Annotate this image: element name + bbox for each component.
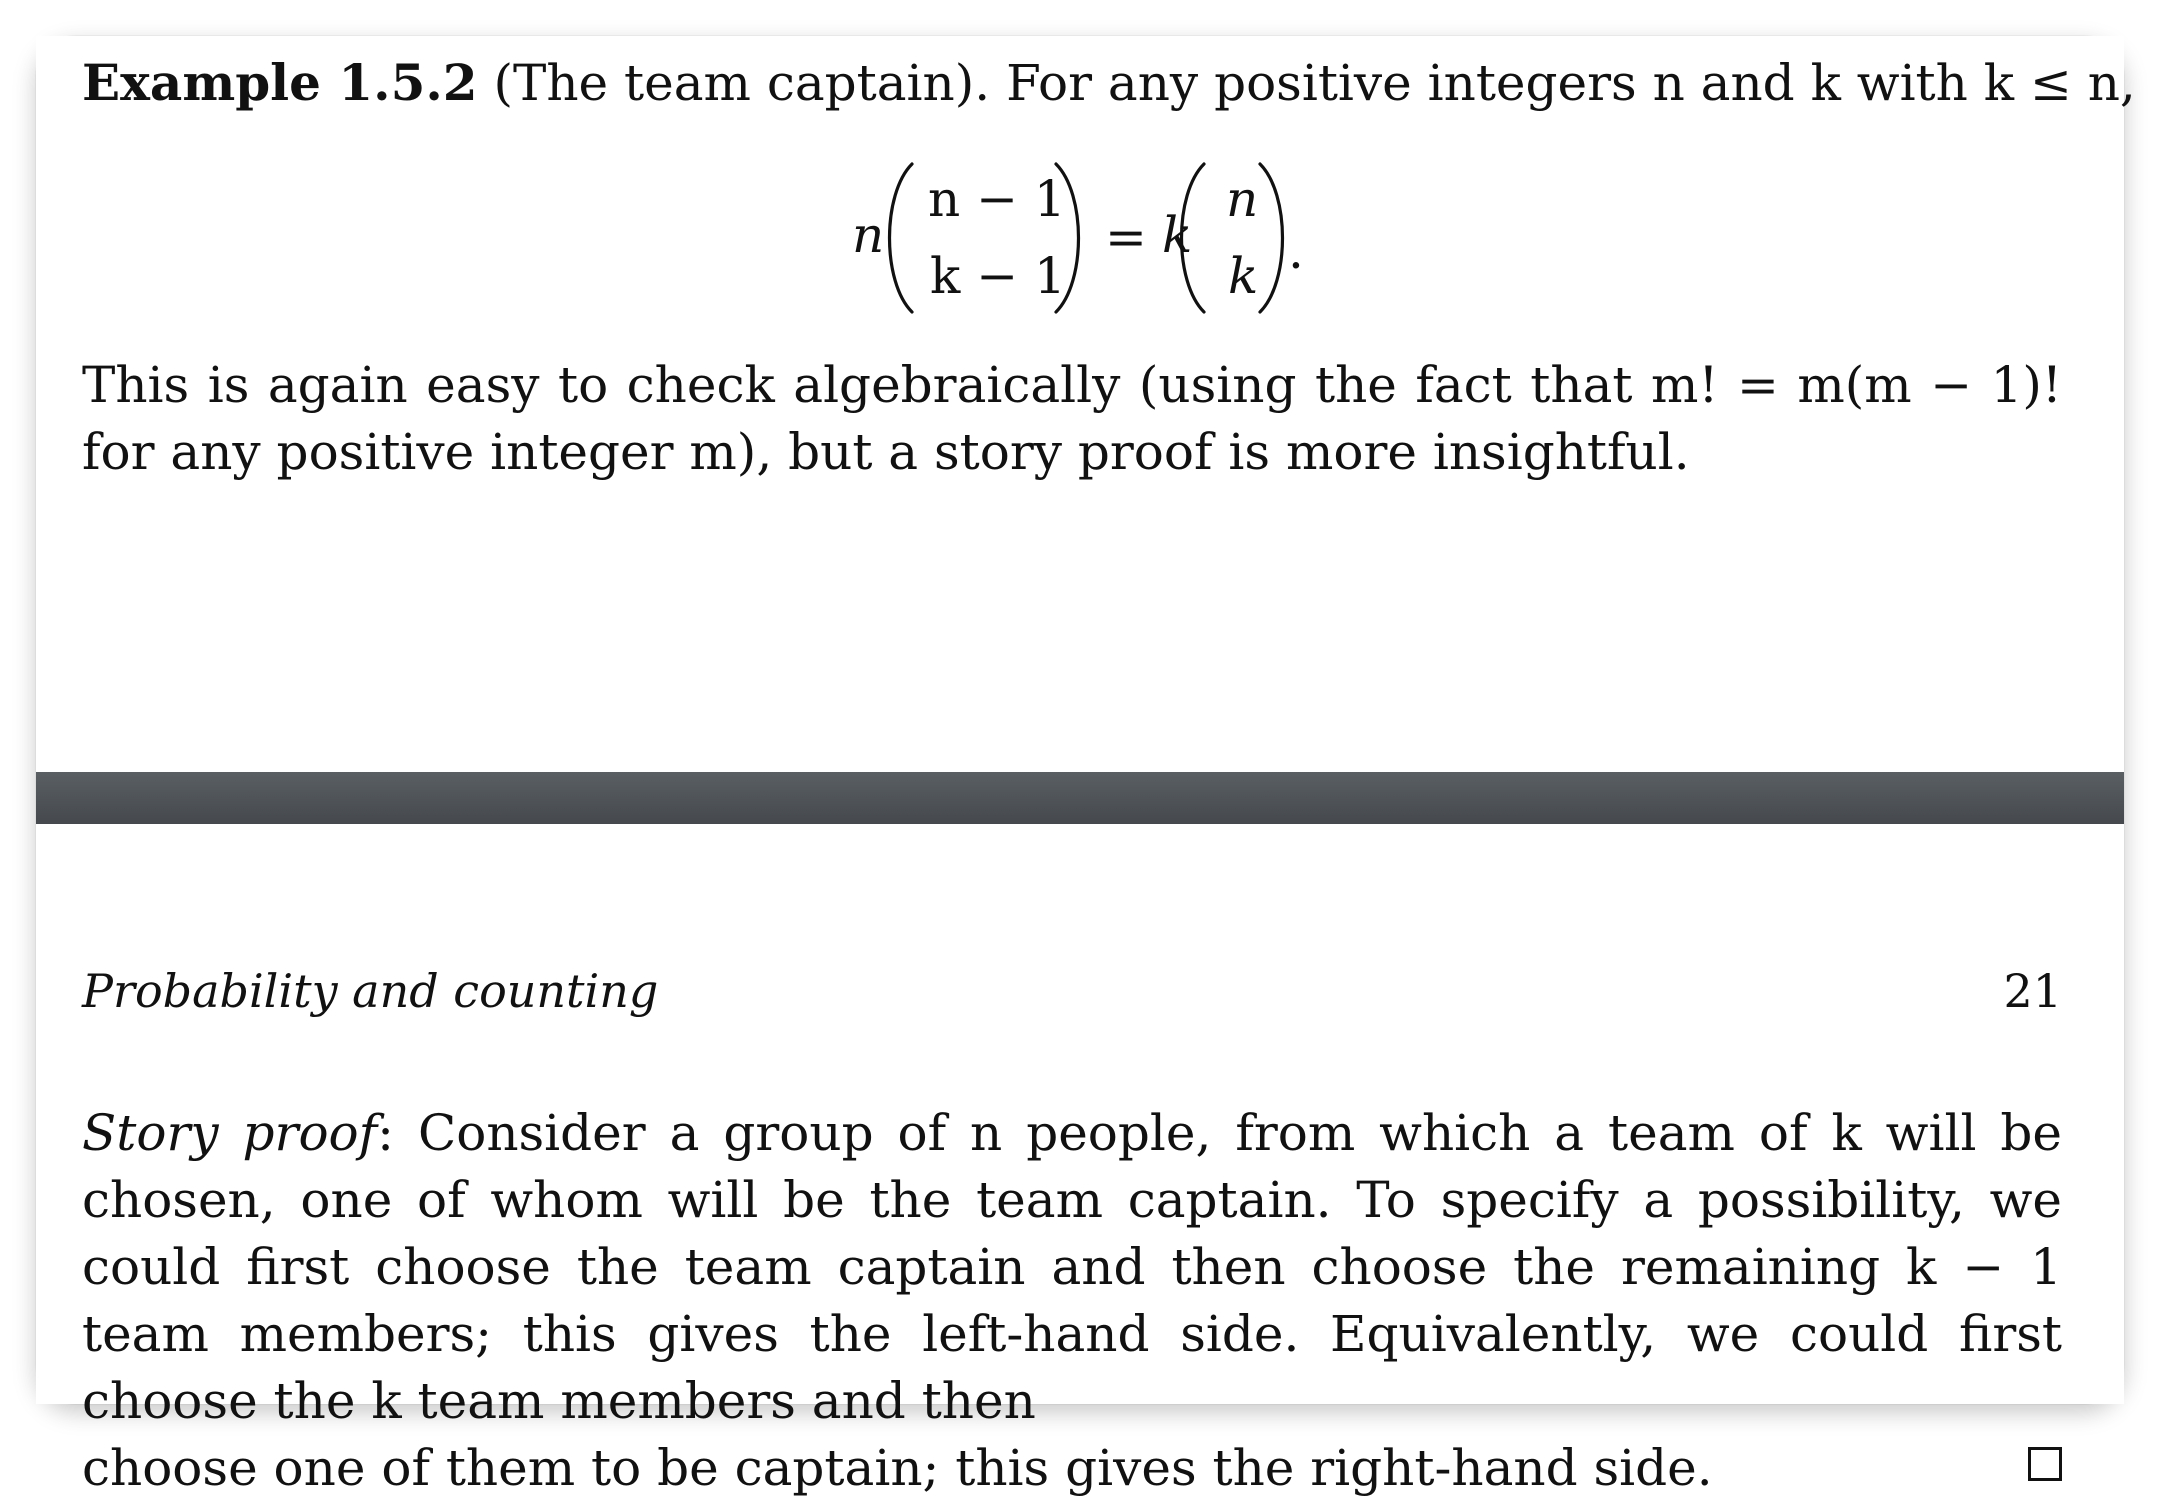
running-header	[82, 961, 2062, 1021]
formula-right-top: n	[1226, 170, 1259, 228]
formula-left-top: n − 1	[928, 170, 1066, 228]
formula-right-coefficient: k	[1162, 206, 1193, 264]
story-proof-last-line	[82, 1435, 2062, 1502]
formula-right-bottom: k	[1228, 247, 1259, 305]
top-page-fragment	[36, 36, 2136, 772]
page-split-divider	[36, 772, 2124, 824]
example-intro: For any positive integers n and k with k ≤ n,	[1006, 54, 2136, 112]
formula-terminal-punctuation: .	[1288, 222, 1304, 280]
formula-left-bottom: k − 1	[930, 247, 1066, 305]
page-number: 21	[2003, 964, 2062, 1018]
story-proof-label: Story proof	[82, 1104, 378, 1162]
formula-left-coefficient: n	[852, 206, 885, 264]
story-proof-colon: :	[377, 1104, 395, 1162]
story-proof-main-text: Consider a group of n people, from which a team of k will be chosen, one of whom will be the team captain. To specify a possibility, we could first choose the team captain and then choose the remaining k − 1 team members; this gives the left-hand side. Equivalently, we could first choose the k team members and then	[82, 1104, 2062, 1430]
document-page	[36, 36, 2136, 1497]
story-proof-last-text: choose one of them to be captain; this gives the right-hand side.	[82, 1439, 1713, 1497]
binomial-identity-formula	[850, 152, 1304, 324]
running-title: Probability and counting	[82, 964, 659, 1018]
example-subtitle: (The team captain).	[493, 54, 991, 112]
story-proof-paragraph	[82, 1100, 2062, 1502]
qed-square-icon	[2028, 1447, 2062, 1481]
example-title: Example 1.5.2	[82, 53, 478, 112]
algebraic-check-paragraph: This is again easy to check algebraically (using the fact that m! = m(m − 1)! for any positive integer m), but a story proof is more insightful.	[82, 356, 2062, 481]
formula-equals: =	[1105, 208, 1147, 266]
example-line	[82, 49, 2136, 117]
